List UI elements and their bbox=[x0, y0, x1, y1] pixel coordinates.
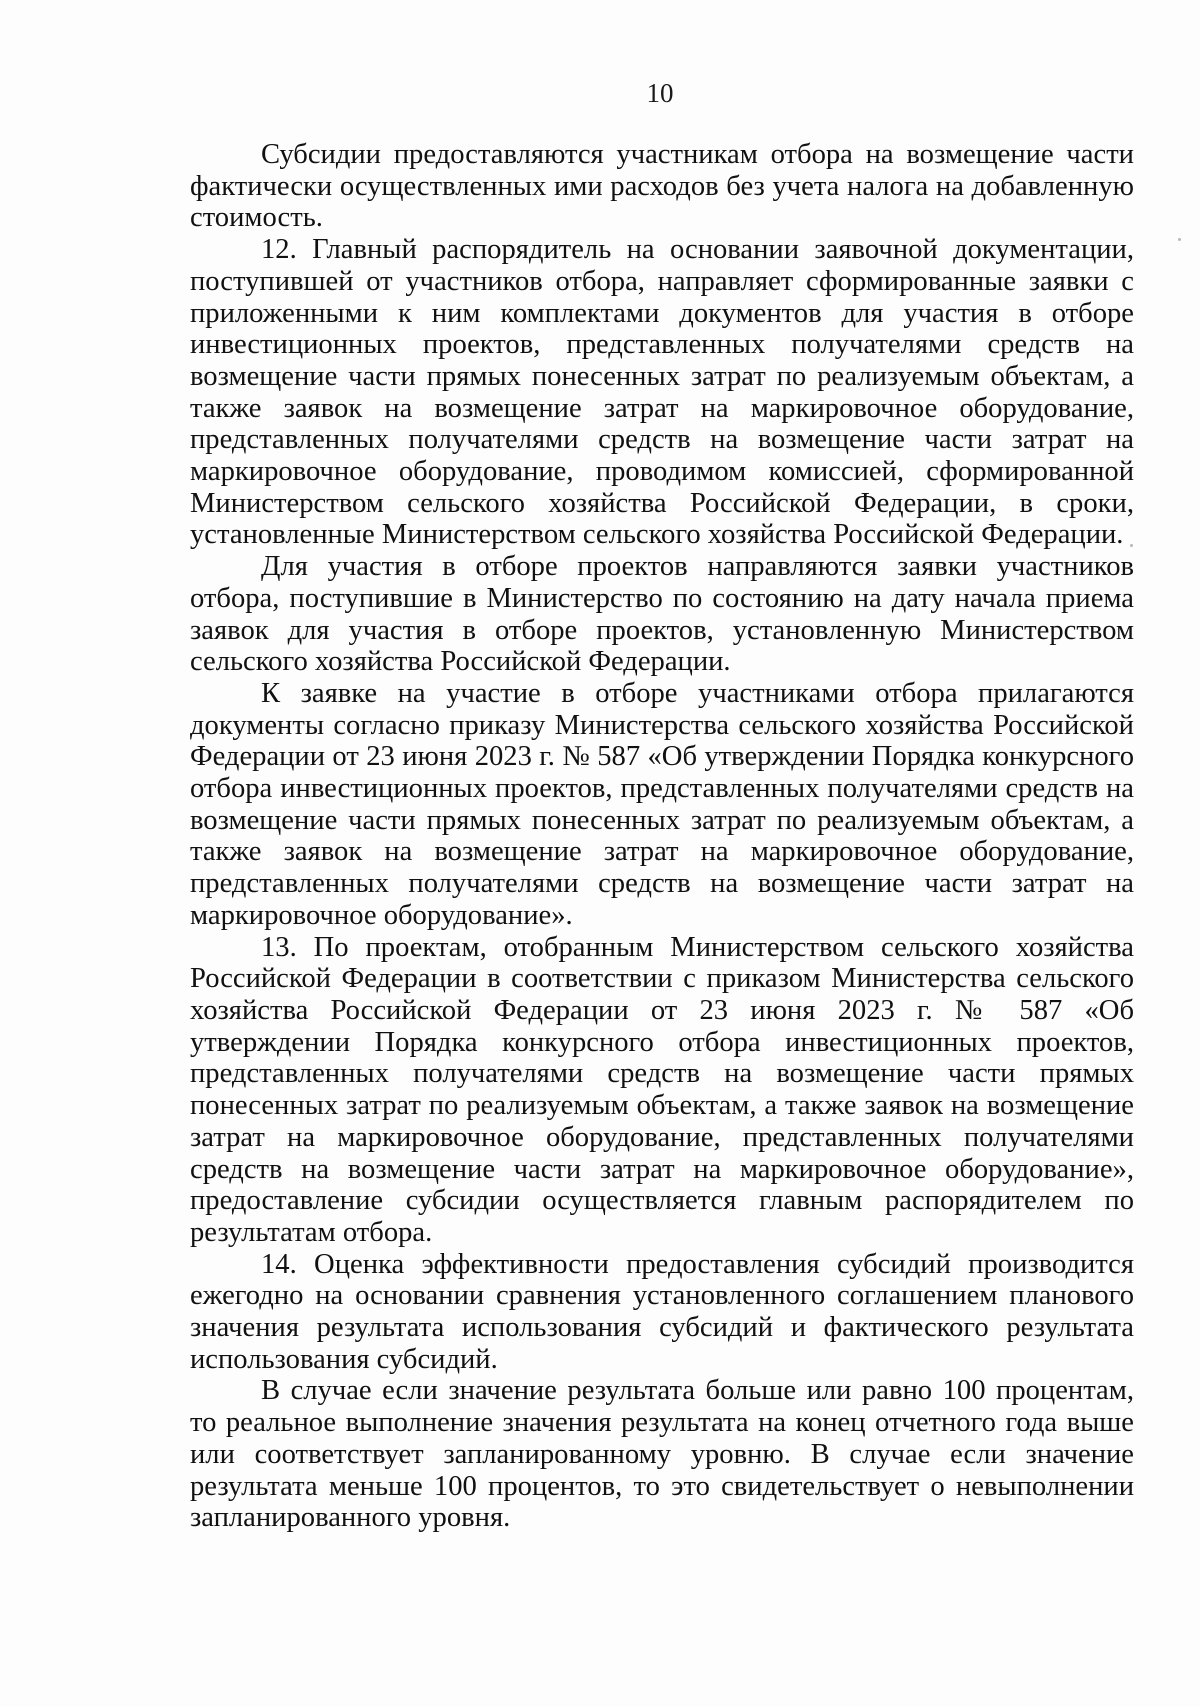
paragraph-12: 12. Главный распорядитель на основании заявочной документации, поступившей от участников отбора, направляет сформированные заявки с приложенными к ним комплектами документов для участия в отборе инвестиционных проектов, представленных получателями средств на возмещение части прямых понесенных затрат по реализуемым объектам, а также заявок на возмещение затрат на маркировочное оборудование, представленных получателями средств на возмещение части затрат на маркировочное оборудование, проводимом комиссией, сформированной Министерством сельского хозяйства Российской Федерации, в сроки, установленные Министерством сельского хозяйства Российской Федерации. bbox=[190, 234, 1134, 551]
paragraph-14: 14. Оценка эффективности предоставления субсидий производится ежегодно на основании сравнения установленного соглашением планового значения результата использования субсидий и фактического результата использования субсидий. bbox=[190, 1248, 1134, 1375]
scan-artifact bbox=[1130, 544, 1133, 547]
paragraph-12-applications: Для участия в отборе проектов направляются заявки участников отбора, поступившие в Министерство по состоянию на дату начала приема заявок для участия в отборе проектов, установленную Министерством сельского хозяйства Российской Федерации. bbox=[190, 551, 1134, 678]
scan-artifact bbox=[1178, 238, 1181, 241]
paragraph-14-result: В случае если значение результата больше или равно 100 процентам, то реальное выполнение значения результата на конец отчетного года выше или соответствует запланированному уровню. В случае если значение результата меньше 100 процентов, то это свидетельствует о невыполнении запланированного уровня. bbox=[190, 1375, 1134, 1534]
paragraph-subsidy-purpose: Субсидии предоставляются участникам отбора на возмещение части фактически осуществленных ими расходов без учета налога на добавленную стоимость. bbox=[190, 139, 1134, 234]
page-number: 10 bbox=[646, 78, 674, 108]
document-body bbox=[190, 139, 1134, 1534]
paragraph-12-documents: К заявке на участие в отборе участниками отбора прилагаются документы согласно приказу Министерства сельского хозяйства Российской Федерации от 23 июня 2023 г. № 587 «Об утверждении Порядка конкурсного отбора инвестиционных проектов, представленных получателями средств на возмещение части прямых понесенных затрат по реализуемым объектам, а также заявок на возмещение затрат на маркировочное оборудование, представленных получателями средств на возмещение части затрат на маркировочное оборудование». bbox=[190, 677, 1134, 931]
paragraph-13: 13. По проектам, отобранным Министерством сельского хозяйства Российской Федерации в соответствии с приказом Министерства сельского хозяйства Российской Федерации от 23 июня 2023 г. № 587 «Об утверждении Порядка конкурсного отбора инвестиционных проектов, представленных получателями средств на возмещение части прямых понесенных затрат по реализуемым объектам, а также заявок на возмещение затрат на маркировочное оборудование, представленных получателями средств на возмещение части затрат на маркировочное оборудование», предоставление субсидии осуществляется главным распорядителем по результатам отбора. bbox=[190, 931, 1134, 1248]
